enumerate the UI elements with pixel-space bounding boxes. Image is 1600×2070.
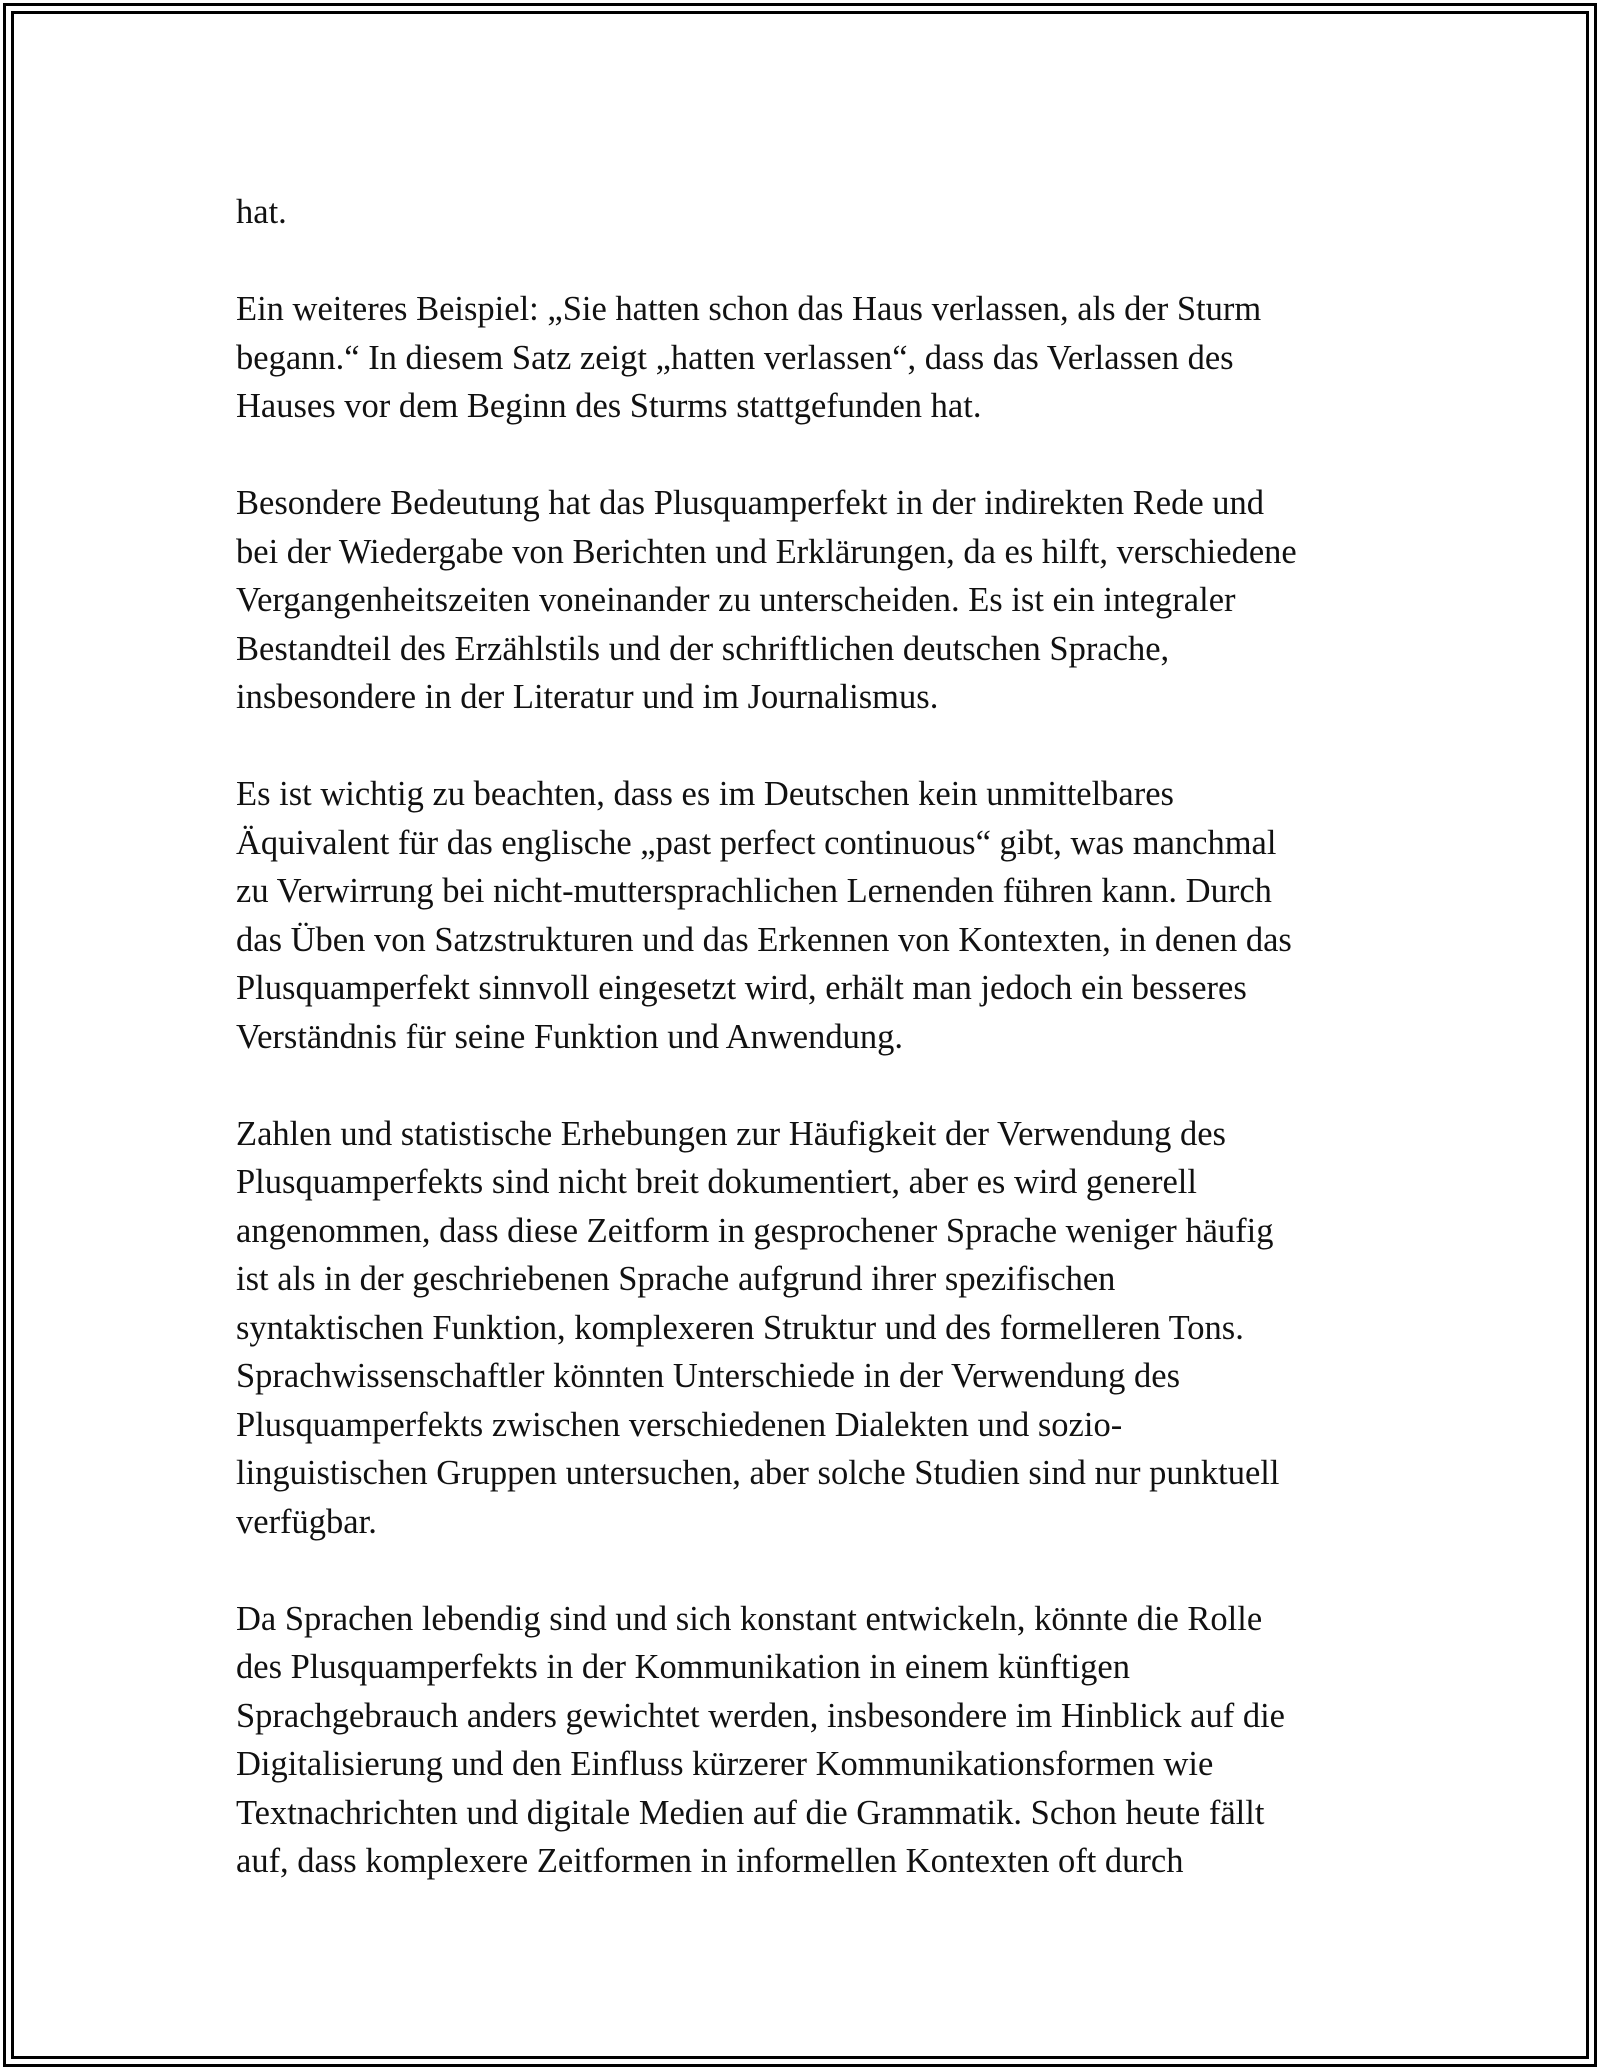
document-body	[236, 188, 1386, 1934]
paragraph-2: Ein weiteres Beispiel: „Sie hatten schon das Haus verlassen, als der Sturm begann.“ In diesem Satz zeigt „hatten verlassen“, dass das Verlassen des Hauses vor dem Beginn des Sturms stattgefunden hat.	[236, 290, 1262, 425]
paragraph-5: Zahlen und statistische Erhebungen zur Häufigkeit der Verwendung des Plusquamperfekts sind nicht breit dokumentiert, aber es wird generell angenommen, dass diese Zeitform in gesprochener Sprache weniger häufig ist als in der geschriebenen Sprache aufgrund ihrer spezifischen syntaktischen Funktion, komplexeren Struktur und des formelleren Tons. Sprachwissenschaftler könnten Unterschiede in der Verwendung des Plusquamperfekts zwischen verschiedenen Dialekten und sozio- linguistischen Gruppen untersuchen, aber solche Studien sind nur punktuell verfügbar.	[236, 1114, 1280, 1541]
paragraph-6: Da Sprachen lebendig sind und sich konstant entwickeln, könnte die Rolle des Plusquamperfekts in der Kommunikation in einem künftigen Sprachgebrauch anders gewichtet werden, insbesondere im Hinblick auf die Digitalisierung und den Einfluss kürzerer Kommunikationsformen wie Textnachrichten und digitale Medien auf die Grammatik. Schon heute fällt auf, dass komplexere Zeitformen in informellen Kontexten oft durch	[236, 1599, 1285, 1880]
paragraph-4: Es ist wichtig zu beachten, dass es im Deutschen kein unmittelbares Äquivalent für das englische „past perfect continuous“ gibt, was manchmal zu Verwirrung bei nicht-muttersprachlichen Lernenden führen kann. Durch das Üben von Satzstrukturen und das Erkennen von Kontexten, in denen das Plusquamperfekt sinnvoll eingesetzt wird, erhält man jedoch ein besseres Verständnis für seine Funktion und Anwendung.	[236, 775, 1292, 1056]
paragraph-3: Besondere Bedeutung hat das Plusquamperfekt in der indirekten Rede und bei der Wiedergabe von Berichten und Erklärungen, da es hilft, verschiedene Vergangenheitszeiten voneinander zu unterscheiden. Es ist ein integraler Bestandteil des Erzählstils und der schriftlichen deutschen Sprache, insbesondere in der Literatur und im Journalismus.	[236, 484, 1297, 716]
paragraph-1: hat.	[236, 193, 287, 231]
